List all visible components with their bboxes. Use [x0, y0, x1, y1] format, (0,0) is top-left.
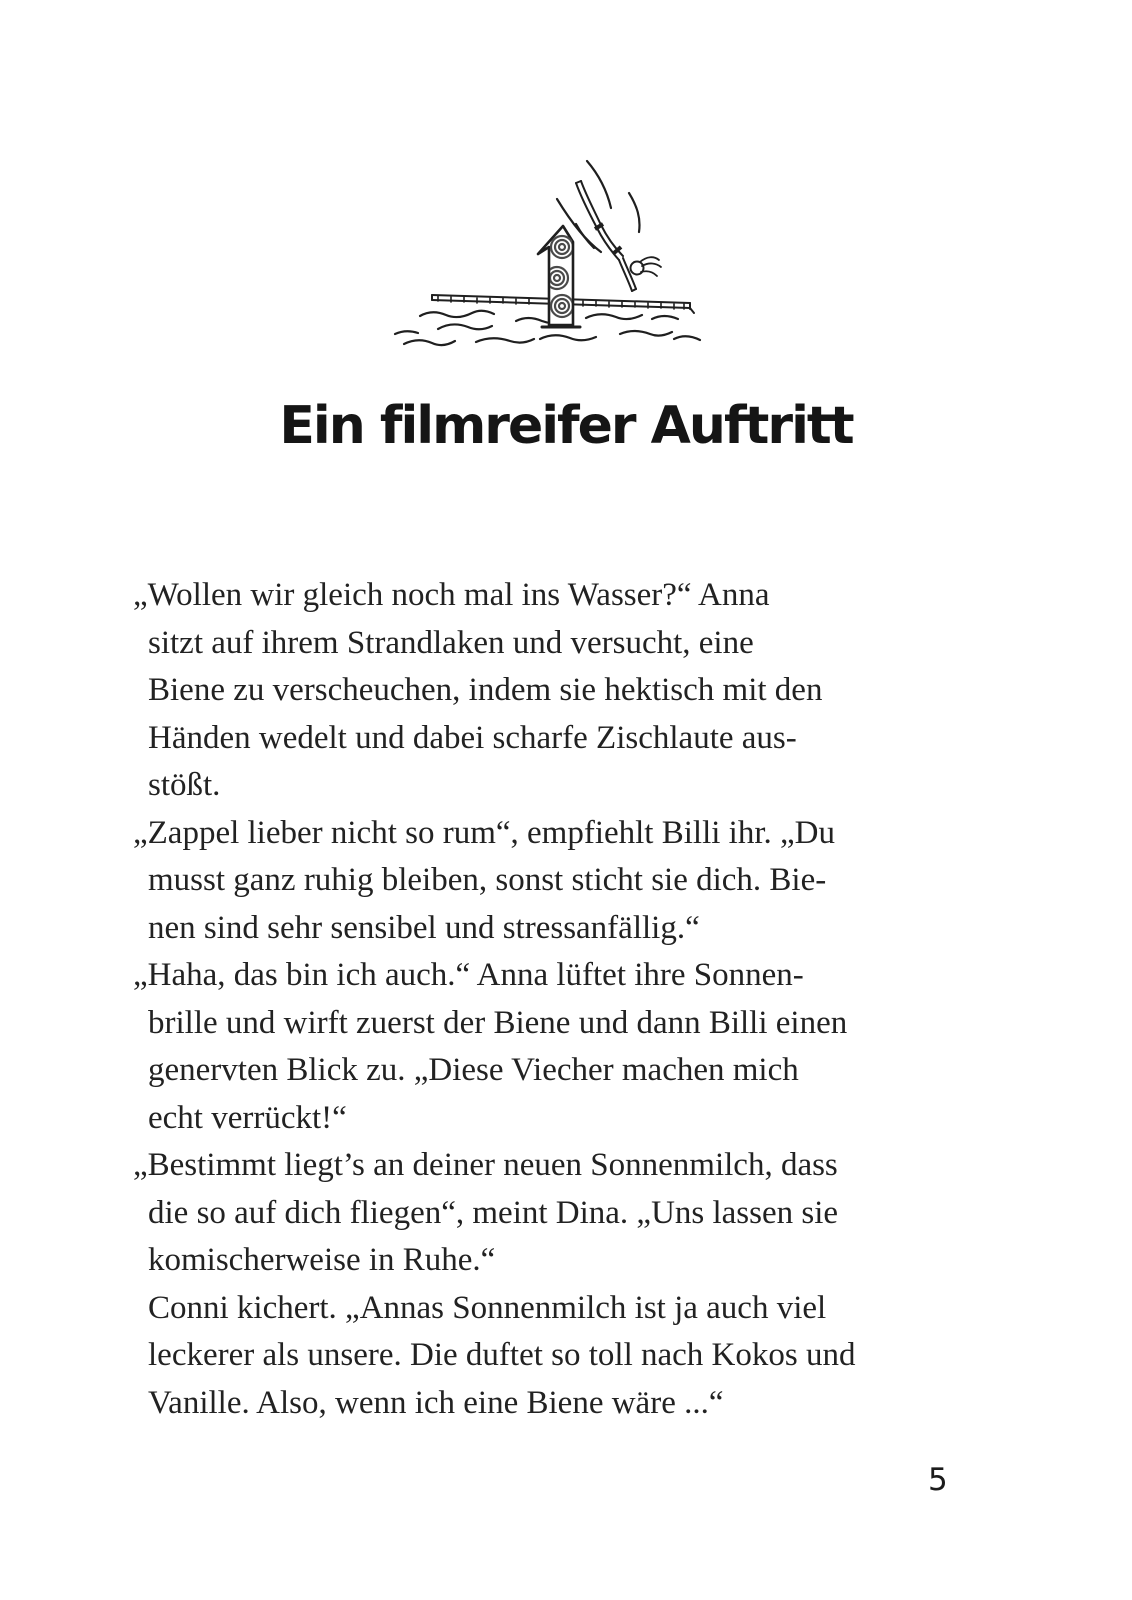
diver-illustration	[390, 148, 710, 353]
text-line: sitzt auf ihrem Strandlaken und versucht, eine	[148, 624, 754, 661]
text-line: komischerweise in Ruhe.“	[148, 1242, 496, 1278]
text-line: nen sind sehr sensibel und stressanfällig.“	[148, 909, 700, 946]
text-line: stößt.	[148, 767, 221, 803]
text-line: die so auf dich fliegen“, meint Dina. „Uns lassen sie	[148, 1194, 839, 1231]
text-line: „Bestimmt liegt’s an deiner neuen Sonnenmilch, dass	[133, 1147, 838, 1183]
page-number: 5	[928, 1462, 948, 1498]
text-line: genervten Blick zu. „Diese Viecher machen mich	[148, 1052, 799, 1088]
chapter-title: Ein filmreifer Auftritt	[279, 396, 853, 456]
text-line: „Haha, das bin ich auch.“ Anna lüftet ihre Sonnen-	[133, 957, 804, 993]
body-text	[133, 572, 1013, 1427]
diver-figure	[576, 181, 661, 291]
diver-illustration-svg	[390, 148, 710, 353]
text-line: „Zappel lieber nicht so rum“, empfiehlt Billi ihr. „Du	[133, 814, 835, 851]
text-line: Conni kichert. „Annas Sonnenmilch ist ja auch viel	[148, 1289, 827, 1326]
text-line: musst ganz ruhig bleiben, sonst sticht sie dich. Bie-	[148, 862, 827, 898]
text-line: leckerer als unsere. Die duftet so toll nach Kokos und	[148, 1337, 856, 1373]
text-line: Biene zu verscheuchen, indem sie hektisch mit den	[148, 672, 823, 708]
text-line: Vanille. Also, wenn ich eine Biene wäre ...“	[148, 1384, 724, 1421]
diving-tower	[538, 226, 580, 327]
text-line: „Wollen wir gleich noch mal ins Wasser?“ Anna	[133, 577, 770, 613]
text-line: echt verrückt!“	[148, 1099, 347, 1136]
text-line: brille und wirft zuerst der Biene und dann Billi einen	[148, 1004, 848, 1041]
text-line: Händen wedelt und dabei scharfe Zischlaute aus-	[148, 719, 797, 756]
